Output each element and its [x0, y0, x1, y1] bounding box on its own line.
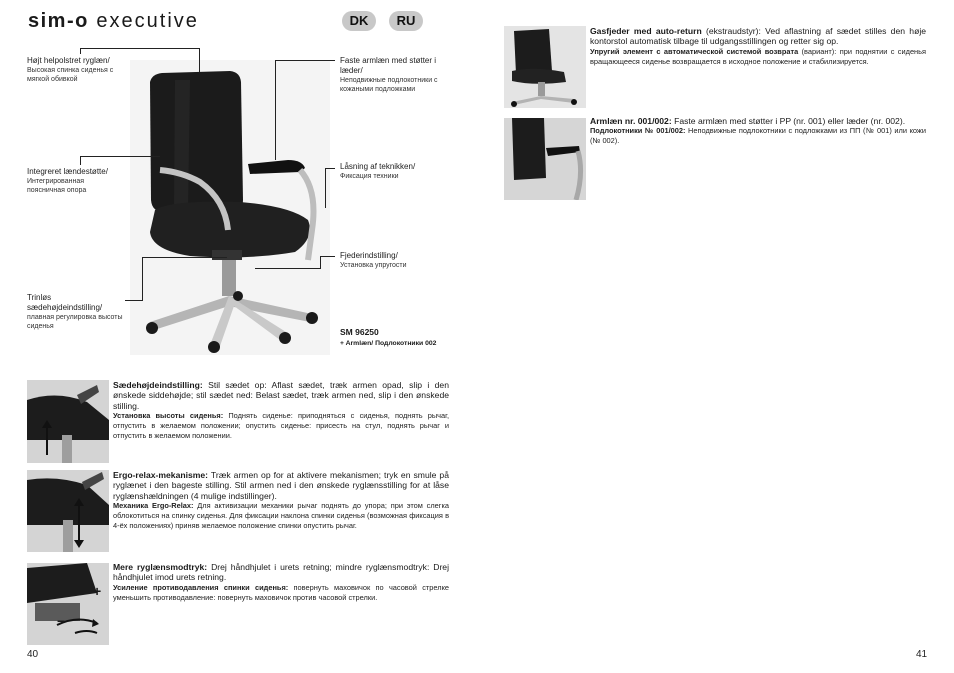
lang-badge-dk: DK [342, 11, 376, 31]
feature-auto-return-title: Gasfjeder med auto-return [590, 26, 702, 36]
feature-seat-height-ru-text: Поднять сиденье: приподняться с сиденья, поднять рычаг, отпустить в желаемом положении; опустить сиденье: присесть на стул, поднять рычаг и отпустить в желаемом положении. [113, 411, 449, 441]
feature-armrest-title: Armlæn nr. 001/002: [590, 116, 672, 126]
thumb-ergo-relax [27, 470, 109, 552]
feature-seat-height-ru-title: Установка высоты сиденья: [113, 411, 224, 421]
callout-spring [340, 251, 460, 270]
leader-line-spring-drop [320, 256, 321, 268]
feature-auto-return-mid: (ekstraudstyr) [701, 26, 759, 36]
leader-line-height [125, 300, 142, 301]
feature-ergo-relax [113, 470, 449, 531]
feature-seat-height [113, 380, 449, 441]
feature-back-tension-ru-title: Усиление противодавления спинки сиденья: [113, 582, 289, 592]
callout-armrest-ru: Неподвижные подлокотники с кожаными подложками [340, 77, 438, 93]
callout-lock-ru: Фиксация техники [340, 173, 399, 180]
callout-lumbar-ru: Интегрированная поясничная опора [27, 178, 87, 194]
leader-line-lock [325, 168, 335, 169]
minus-label: − [57, 613, 66, 629]
leader-line-spring [320, 256, 335, 257]
callout-armrest-dk: Faste armlæn med støtter i læder/ [340, 56, 437, 75]
feature-seat-height-text: Stil sædet op: Aflast sædet, træk armen opad, slip i den ønskede siddehøjde; stil sædet ned: Belast sædet, træk armen ned, slip i den ønskede stilling. [113, 380, 449, 411]
feature-back-tension [113, 562, 449, 603]
feature-ergo-relax-ru-text: Для активизации механики рычаг поднять до упора; при этом слегка облокотиться на спинку сиденья. Для фиксации наклона спинки сиденья (возможная фиксация в 4-ёх положениях) приняв желаемое положение спинки опустить рычаг. [113, 501, 449, 531]
feature-seat-height-title: Sædehøjdeindstilling: [113, 380, 203, 390]
callout-height-ru: плавная регулировка высоты сиденья [27, 314, 123, 330]
feature-armrest [590, 116, 926, 146]
callout-lumbar-dk: Integreret lændestøtte/ [27, 167, 108, 176]
callout-armrest [340, 56, 460, 94]
plus-label: + [93, 583, 102, 599]
leader-line-lumbar [80, 156, 160, 157]
leader-line-backrest-drop [199, 48, 200, 72]
callout-seat-height [27, 293, 127, 331]
page-number-right: 41 [916, 649, 928, 660]
brand-title [28, 10, 199, 33]
product-name: executive [88, 10, 199, 32]
callout-backrest-dk: Højt helpolstret ryglæn/ [27, 56, 110, 65]
thumb-auto-return [504, 26, 586, 108]
feature-ergo-relax-text: Træk armen op for at aktivere mekanismen; tryk en smule på ryglænet i den bageste stilling. Stil armen ned i den ønskede ryglænsstilling for at låse ryglænshældningen (4 mulige indstillinger). [113, 470, 449, 501]
brand-name: sim-o [28, 10, 89, 32]
feature-auto-return-ru-text: (вариант): при поднятии с сиденья вращающееся сиденье возвращается в исходное положение и стабилизируется. [590, 46, 926, 66]
leader-line-armrest-drop [275, 60, 276, 160]
leader-line-backrest [80, 48, 200, 49]
feature-auto-return [590, 26, 926, 67]
callout-spring-dk: Fjederindstilling/ [340, 251, 398, 260]
feature-armrest-ru-title: Подлокотники № 001/002: [590, 126, 686, 136]
feature-back-tension-text: Drej håndhjulet i urets retning; mindre ryglænsmodtryk: Drej håndhjulet imod urets retning. [113, 562, 449, 583]
callout-lock [340, 162, 460, 181]
thumb-back-tension [27, 563, 109, 645]
callout-spring-ru: Установка упругости [340, 262, 407, 269]
thumb-armrest [504, 118, 586, 200]
lang-badge-ru: RU [389, 11, 423, 31]
page-number-left: 40 [27, 649, 39, 660]
leader-line-spring-bottom [255, 268, 321, 269]
leader-line-height-rise [142, 257, 143, 301]
feature-ergo-relax-title: Ergo-relax-mekanisme: [113, 470, 209, 480]
feature-auto-return-text: : Ved aflastning af sædet stilles den høje kontorstol automatisk tilbage til udgangsstillingen og retter sig op. [590, 26, 927, 47]
feature-auto-return-ru-title: Упругий элемент с автоматической системой возврата [590, 46, 799, 56]
leader-line-backrest-tick [80, 48, 81, 54]
callout-backrest-ru: Высокая спинка сиденья с мягкой обивкой [27, 67, 114, 83]
feature-back-tension-ru-text: повернуть маховичок по часовой стрелке уменьшить противодавление: повернуть маховичок против часовой стрелки. [113, 582, 449, 602]
feature-armrest-text: Faste armlæn med støtter i PP (nr. 001) eller læder (nr. 002). [671, 116, 906, 126]
chair-illustration [130, 60, 330, 355]
leader-line-height-top [142, 257, 227, 258]
leader-line-armrest [275, 60, 335, 61]
callout-lumbar [27, 167, 112, 195]
leader-line-lumbar-tick [80, 156, 81, 165]
feature-armrest-ru-text: Неподвижные подлокотники с подложками из ПП (№ 001) или кожи (№ 002). [590, 126, 926, 146]
model-label [340, 327, 436, 349]
leader-line-lock-drop [325, 168, 326, 208]
callout-height-dk: Trinløs sædehøjdeindstilling/ [27, 293, 103, 312]
model-sub: + Armlæn/ Подлокотники 002 [340, 340, 437, 347]
thumb-seat-height [27, 380, 109, 463]
callout-backrest [27, 56, 137, 84]
feature-back-tension-title: Mere ryglænsmodtryk: [113, 562, 208, 572]
model-code: SM 96250 [340, 327, 379, 337]
feature-ergo-relax-ru-title: Механика Ergo-Relax: [113, 501, 194, 511]
callout-lock-dk: Låsning af teknikken/ [340, 162, 416, 171]
